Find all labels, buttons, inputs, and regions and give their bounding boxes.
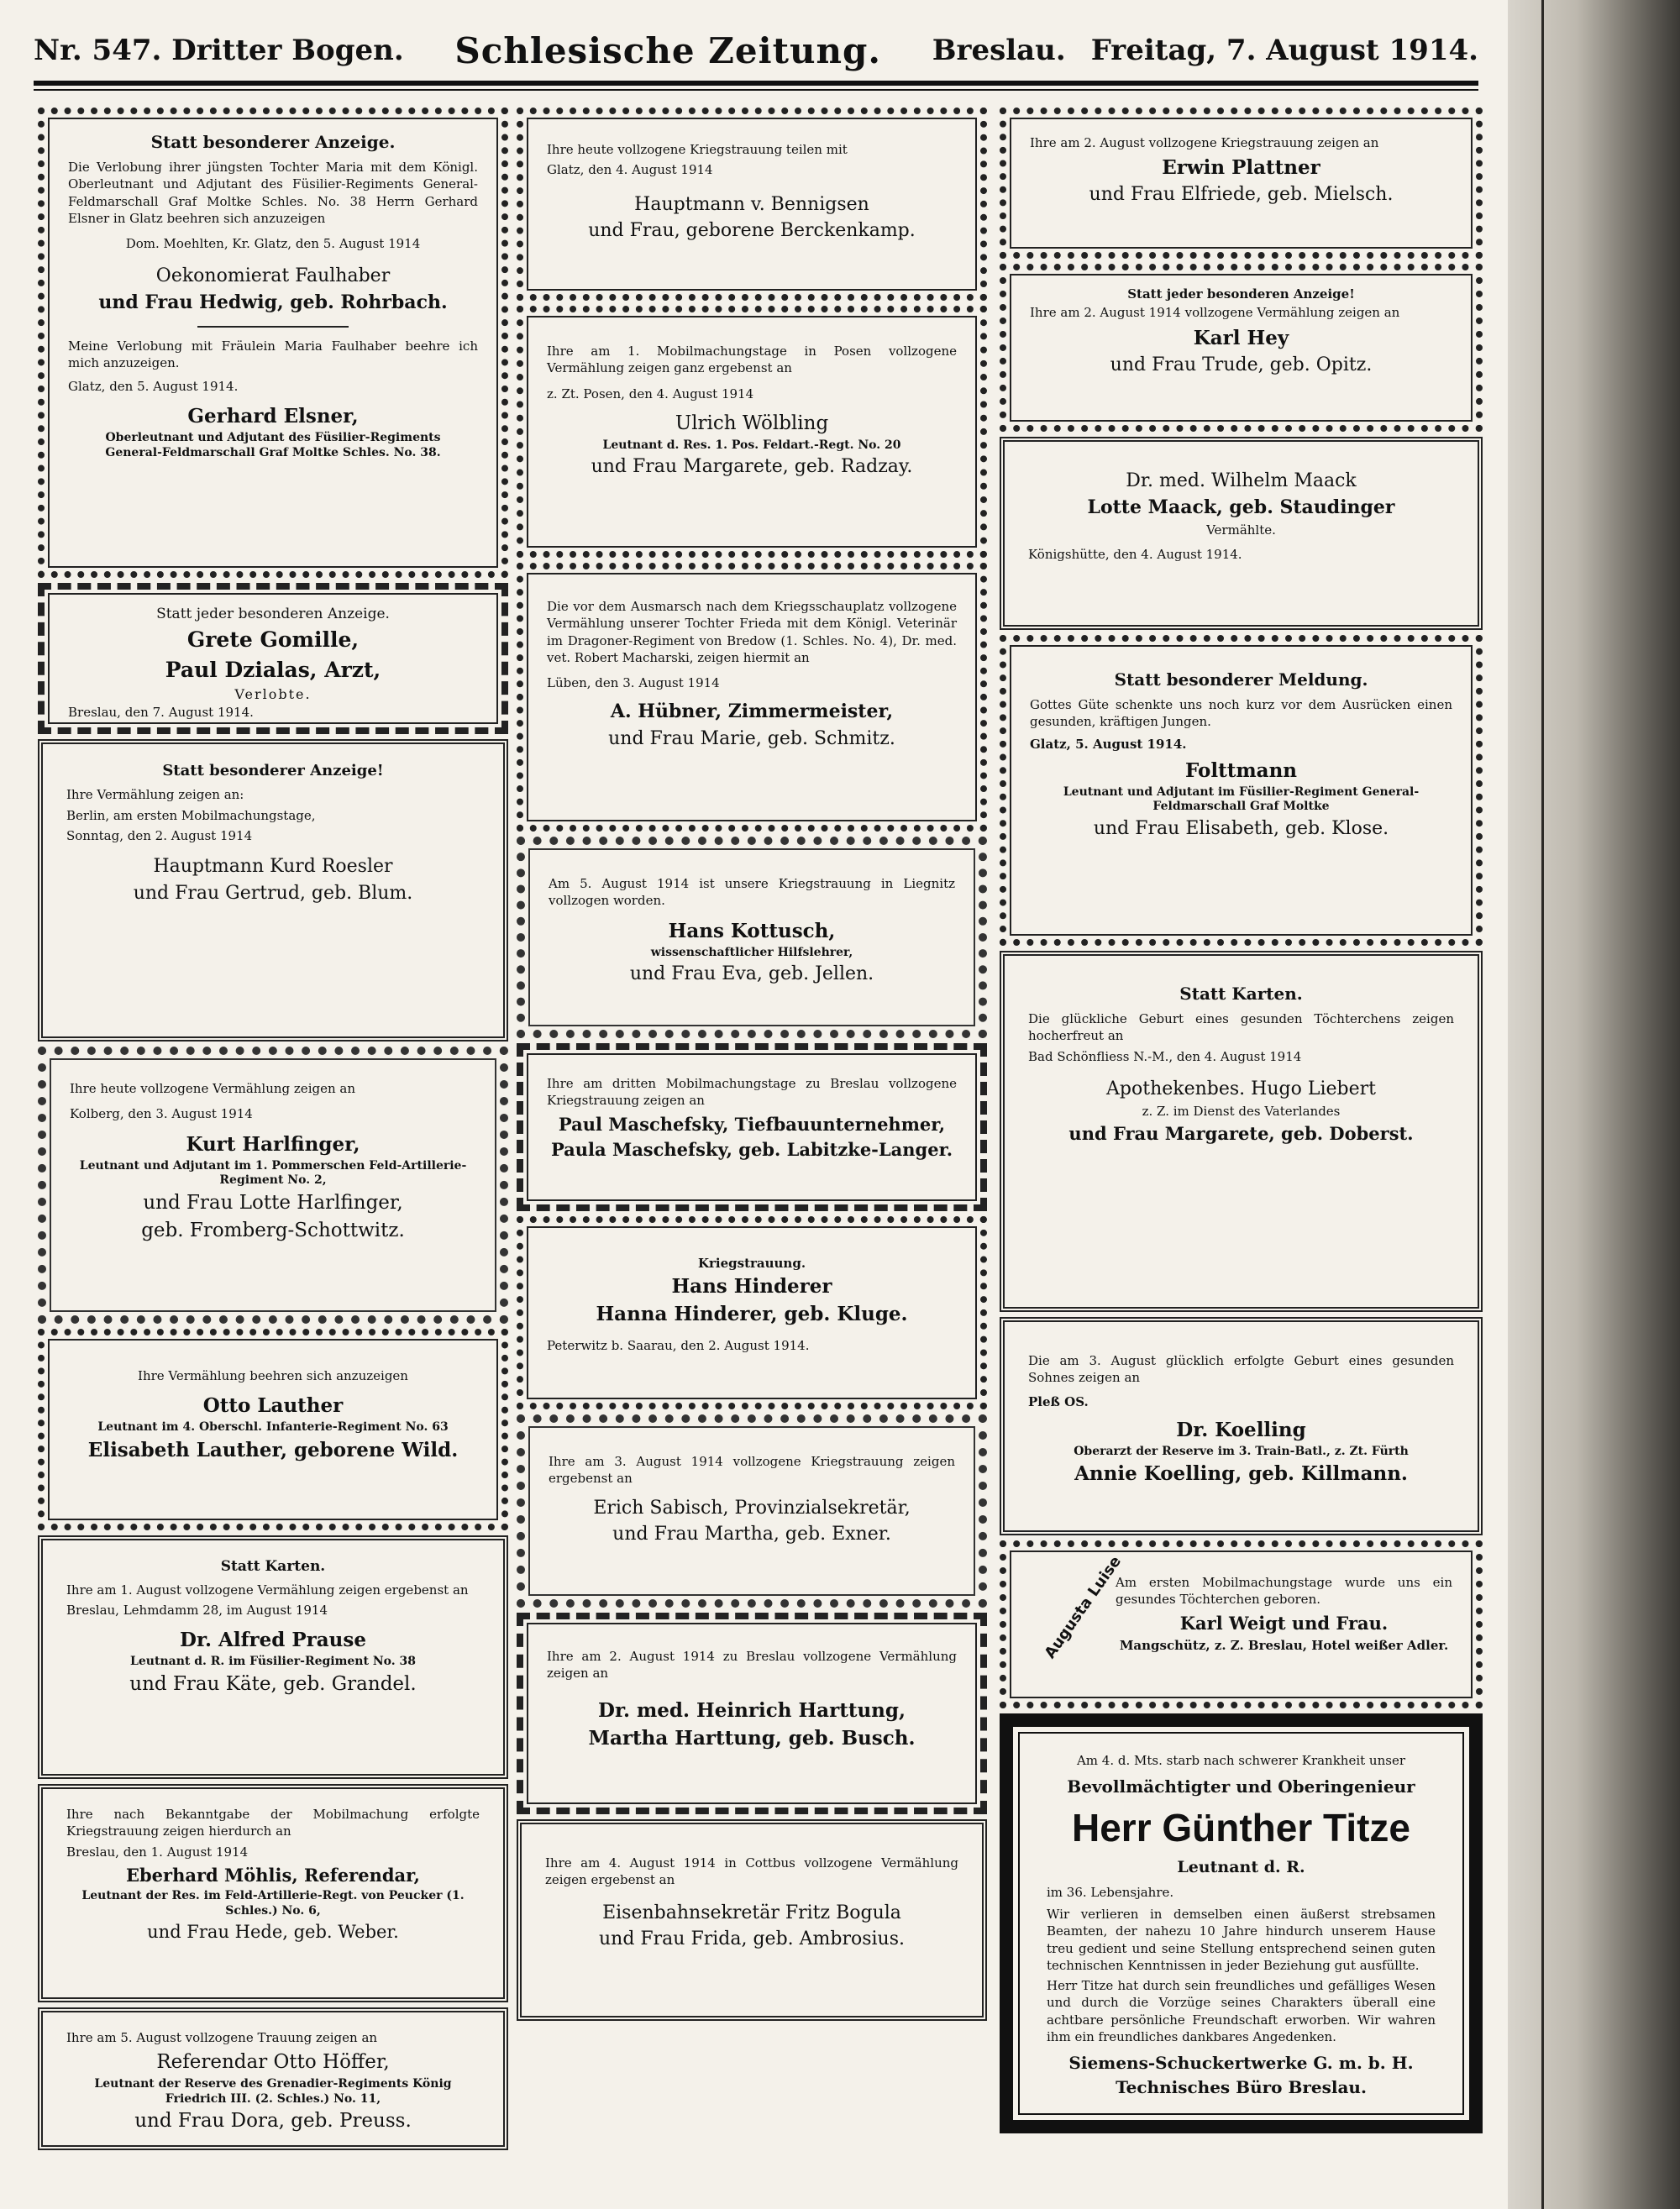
obit-signature: Technisches Büro Breslau. bbox=[1116, 2077, 1367, 2098]
obituary-titze bbox=[1000, 1713, 1483, 2133]
obit-intro: Am 4. d. Mts. starb nach schwerer Krankheit unser bbox=[1076, 1753, 1406, 1768]
ad-name: Hans Kottusch, bbox=[668, 919, 836, 942]
ad-name: Kurt Harlfinger, bbox=[186, 1132, 360, 1156]
ad-place: Breslau, Lehmdamm 28, im August 1914 bbox=[66, 1603, 328, 1619]
header-rule bbox=[34, 81, 1478, 86]
ad-subtitle: Oberleutnant und Adjutant des Füsilier-Regiments bbox=[105, 431, 441, 445]
announcement-bogula bbox=[517, 1819, 987, 2021]
ad-subtitle: Leutnant im 4. Oberschl. Infanterie-Regiment No. 63 bbox=[97, 1420, 449, 1435]
header-rule-thin bbox=[34, 89, 1478, 91]
ad-subtitle: Leutnant und Adjutant im 1. Pommerschen Feld-Artillerie-Regiment No. 2, bbox=[79, 1158, 467, 1188]
ad-text: Ihre Vermählung zeigen an: bbox=[66, 787, 244, 803]
obit-rank: Leutnant d. R. bbox=[1177, 1858, 1305, 1877]
ad-name: Paul Dzialas, Arzt, bbox=[165, 657, 381, 682]
ad-subtitle: Leutnant d. R. im Füsilier-Regiment No. 38 bbox=[130, 1655, 416, 1669]
ad-name: Hauptmann Kurd Roesler bbox=[153, 856, 393, 878]
ad-name: Dr. Alfred Prause bbox=[180, 1629, 366, 1652]
announcement-woelbling bbox=[517, 306, 987, 558]
ad-name: und Frau Käte, geb. Grandel. bbox=[129, 1672, 417, 1695]
ad-name: Referendar Otto Höffer, bbox=[156, 2051, 390, 2074]
announcement-hoeffer bbox=[38, 2007, 508, 2150]
ad-place: Breslau, den 1. August 1914 bbox=[66, 1844, 249, 1860]
divider bbox=[197, 326, 349, 328]
ad-text: Ihre am 1. August vollzogene Vermählung zeigen ergebenst an bbox=[66, 1582, 469, 1598]
ad-name: Erwin Plattner bbox=[1162, 156, 1320, 180]
ad-name: und Frau Elisabeth, geb. Klose. bbox=[1093, 817, 1389, 839]
ad-name: Apothekenbes. Hugo Liebert bbox=[1106, 1078, 1376, 1099]
ad-text: Ihre heute vollzogene Kriegstrauung teilen mit bbox=[547, 142, 848, 157]
ad-name: und Frau Dora, geb. Preuss. bbox=[134, 2110, 412, 2133]
ad-heading: Statt besonderer Meldung. bbox=[1114, 669, 1368, 690]
ad-place: Glatz, 5. August 1914. bbox=[1030, 736, 1187, 752]
announcement-maschefsky bbox=[517, 1043, 987, 1211]
ad-heading: Statt jeder besonderen Anzeige. bbox=[156, 606, 390, 622]
announcement-plattner bbox=[1000, 108, 1483, 259]
ad-name: Erich Sabisch, Provinzialsekretär, bbox=[593, 1497, 911, 1519]
ad-heading: Statt Karten. bbox=[1179, 984, 1303, 1004]
ad-text: Ihre Vermählung beehren sich anzuzeigen bbox=[138, 1368, 408, 1383]
ad-name: und Frau Elfriede, geb. Mielsch. bbox=[1089, 184, 1394, 206]
ad-name: und Frau Eva, geb. Jellen. bbox=[629, 963, 874, 985]
announcement-liebert bbox=[1000, 951, 1483, 1312]
ad-name: Oekonomierat Faulhaber bbox=[155, 265, 391, 287]
obit-age: im 36. Lebensjahre. bbox=[1047, 1884, 1174, 1900]
ad-place: Breslau, den 7. August 1914. bbox=[68, 705, 254, 721]
ad-name: Hauptmann v. Bennigsen bbox=[634, 193, 869, 215]
announcement-sabisch bbox=[517, 1414, 987, 1608]
ad-text: Ihre am 1. Mobilmachungstage in Posen vollzogene Vermählung zeigen ganz ergebenst an bbox=[547, 344, 957, 376]
ad-place: z. Zt. Posen, den 4. August 1914 bbox=[547, 386, 754, 401]
ad-name: und Frau Trude, geb. Opitz. bbox=[1110, 354, 1373, 375]
ad-text: Gottes Güte schenkte uns noch kurz vor dem Ausrücken einen gesunden, kräftigen Jungen. bbox=[1030, 697, 1452, 730]
announcement-faulhaber-elsner bbox=[38, 108, 508, 578]
masthead: Schlesische Zeitung. bbox=[454, 29, 882, 71]
ad-place: Königshütte, den 4. August 1914. bbox=[1028, 546, 1242, 562]
ad-subtitle: Leutnant der Reserve des Grenadier-Regiments König Friedrich III. (2. Schles.) No. 11, bbox=[94, 2077, 452, 2106]
ad-heading: Statt Karten. bbox=[220, 1558, 326, 1575]
issue-number: Nr. 547. Dritter Bogen. bbox=[34, 34, 404, 67]
ad-name: Gerhard Elsner, bbox=[187, 405, 359, 428]
announcement-moehlis bbox=[38, 1784, 508, 2002]
ad-heading: Statt besonderer Anzeige! bbox=[162, 762, 384, 779]
announcement-roesler bbox=[38, 739, 508, 1042]
ad-place: Glatz, den 4. August 1914 bbox=[547, 162, 713, 178]
announcement-hey bbox=[1000, 264, 1483, 432]
obit-body: Wir verlieren in demselben einen äußerst strebsamen Beamten, der nahezu 10 Jahre hindurch unserem Hause treu gedient und seine Stellung entsprechend seinen guten technischen Kenntnissen in jeder Beziehung gut ausfüllte. bbox=[1047, 1907, 1436, 1973]
ad-name: Eberhard Möhlis, Referendar, bbox=[125, 1864, 420, 1886]
ad-name: und Frau Hedwig, geb. Rohrbach. bbox=[98, 291, 448, 313]
ad-status: Vermählte. bbox=[1206, 522, 1276, 538]
ad-subtitle: Oberarzt der Reserve im 3. Train-Batl., z. Zt. Fürth bbox=[1074, 1444, 1409, 1458]
obit-name: Herr Günther Titze bbox=[1072, 1806, 1410, 1850]
header-date: Freitag, 7. August 1914. bbox=[1090, 34, 1478, 67]
ad-subtitle: wissenschaftlicher Hilfslehrer, bbox=[650, 945, 853, 959]
ad-name: Karl Weigt und Frau. bbox=[1179, 1612, 1389, 1634]
ad-name: Annie Koelling, geb. Killmann. bbox=[1074, 1462, 1408, 1486]
page-header bbox=[34, 25, 1478, 76]
obit-body: Herr Titze hat durch sein freundliches und gefälliges Wesen und durch die Vorzüge seines Charakters überall eine achtbare persönliche Freundschaft erworben. Wir wahren ihm ein freundliches dankbares Angedenken. bbox=[1047, 1978, 1436, 2044]
announcement-hinderer bbox=[517, 1216, 987, 1409]
obit-signature: Siemens-Schuckertwerke G. m. b. H. bbox=[1068, 2053, 1414, 2074]
ad-place: Lüben, den 3. August 1914 bbox=[547, 675, 720, 690]
ad-place: Glatz, den 5. August 1914. bbox=[68, 379, 239, 395]
header-dateline bbox=[932, 34, 1478, 67]
ad-name: Folttmann bbox=[1184, 758, 1298, 782]
ad-name: A. Hübner, Zimmermeister, bbox=[610, 700, 894, 723]
ad-text: Die glückliche Geburt eines gesunden Töchterchens zeigen hocherfreut an bbox=[1028, 1011, 1454, 1044]
ad-name: Dr. med. Wilhelm Maack bbox=[1126, 470, 1357, 491]
ad-text: Ihre am dritten Mobilmachungstage zu Breslau vollzogene Kriegstrauung zeigen an bbox=[547, 1076, 957, 1109]
announcement-koelling bbox=[1000, 1317, 1483, 1535]
announcement-huebner bbox=[517, 563, 987, 832]
obit-title: Bevollmächtigter und Oberingenieur bbox=[1067, 1776, 1415, 1797]
ad-heading: Statt jeder besonderen Anzeige! bbox=[1127, 286, 1355, 302]
ad-text: Meine Verlobung mit Fräulein Maria Faulhaber beehre ich mich anzuzeigen. bbox=[68, 338, 478, 370]
announcement-prause bbox=[38, 1535, 508, 1779]
announcement-harlfinger bbox=[38, 1047, 508, 1324]
header-place: Breslau. bbox=[932, 34, 1066, 67]
ad-subtitle: Leutnant und Adjutant im Füsilier-Regiment General-Feldmarschall Graf Moltke bbox=[1063, 784, 1420, 814]
ad-place: Peterwitz b. Saarau, den 2. August 1914. bbox=[547, 1338, 810, 1354]
ad-text: Ihre am 2. August vollzogene Kriegstrauung zeigen an bbox=[1030, 135, 1379, 150]
ad-text: Ihre nach Bekanntgabe der Mobilmachung erfolgte Kriegstrauung zeigen hierdurch an bbox=[66, 1807, 480, 1839]
ad-text: Am ersten Mobilmachungstage wurde uns ein gesundes Töchterchen geboren. bbox=[1116, 1575, 1452, 1608]
ad-name: geb. Fromberg-Schottwitz. bbox=[141, 1219, 405, 1241]
announcement-bennigsen bbox=[517, 108, 987, 301]
announcement-lauther bbox=[38, 1329, 508, 1530]
ad-name: und Frau Margarete, geb. Radzay. bbox=[591, 456, 913, 478]
ad-text: Die Verlobung ihrer jüngsten Tochter Maria mit dem Königl. Oberleutnant und Adjutant des Füsilier-Regiments General-Feldmarschall Graf Moltke Schles. No. 38 Herrn Gerhard Elsner in Glatz beehren sich anzuzeigen bbox=[68, 160, 478, 226]
ad-name: Dr. Koelling bbox=[1176, 1418, 1306, 1441]
ad-subtitle: Leutnant der Res. im Feld-Artillerie-Regt. von Peucker (1. Schles.) No. 6, bbox=[81, 1889, 465, 1918]
ad-name: Dr. med. Heinrich Harttung, bbox=[598, 1698, 906, 1722]
ad-name: Hans Hinderer bbox=[671, 1275, 832, 1299]
ad-text: Berlin, am ersten Mobilmachungstage, bbox=[66, 807, 316, 823]
ad-text: Ihre am 4. August 1914 in Cottbus vollzogene Vermählung zeigen ergebenst an bbox=[545, 1855, 958, 1888]
announcement-folttmann bbox=[1000, 635, 1483, 946]
ad-text: Ihre am 2. August 1914 zu Breslau vollzogene Vermählung zeigen an bbox=[547, 1649, 957, 1682]
ad-text: Ihre heute vollzogene Vermählung zeigen an bbox=[70, 1081, 355, 1096]
ad-name: Lotte Maack, geb. Staudinger bbox=[1087, 496, 1395, 518]
ad-name: und Frau Hede, geb. Weber. bbox=[147, 1922, 399, 1943]
ad-heading: Statt besonderer Anzeige. bbox=[150, 132, 396, 152]
ad-subtitle: z. Z. im Dienst des Vaterlandes bbox=[1142, 1104, 1341, 1120]
announcement-maack bbox=[1000, 437, 1483, 630]
ad-text: Ihre am 3. August 1914 vollzogene Kriegstrauung zeigen ergebenst an bbox=[549, 1454, 955, 1487]
ad-name: Karl Hey bbox=[1193, 326, 1289, 349]
ad-name: Hanna Hinderer, geb. Kluge. bbox=[596, 1303, 908, 1326]
ad-text: Am 5. August 1914 ist unsere Kriegstrauung in Liegnitz vollzogen worden. bbox=[549, 876, 955, 909]
ad-name: und Frau Martha, geb. Exner. bbox=[612, 1524, 891, 1545]
ad-name: Paul Maschefsky, Tiefbauunternehmer, bbox=[558, 1113, 946, 1135]
ad-text: Die vor dem Ausmarsch nach dem Kriegsschauplatz vollzogene Vermählung unserer Tochter Frieda mit dem Königl. Veterinär im Dragoner-Regiment von Bredow (1. Schles. No. 4), Dr. med. vet. Robert Macharski, zeigen hiermit an bbox=[547, 599, 957, 665]
book-binding-edge bbox=[1508, 0, 1680, 2209]
ad-name: Grete Gomille, bbox=[186, 627, 360, 652]
ad-text: Ihre am 2. August 1914 vollzogene Vermählung zeigen an bbox=[1030, 305, 1400, 321]
ad-name: Paula Maschefsky, geb. Labitzke-Langer. bbox=[550, 1138, 953, 1160]
announcement-gomille-dzialas bbox=[38, 583, 508, 734]
ad-place: Mangschütz, z. Z. Breslau, Hotel weißer Adler. bbox=[1119, 1637, 1449, 1653]
ad-place: Bad Schönfliess N.-M., den 4. August 1914 bbox=[1028, 1048, 1302, 1064]
ad-name: Martha Harttung, geb. Busch. bbox=[588, 1726, 916, 1750]
ad-name: und Frau, geborene Berckenkamp. bbox=[588, 220, 916, 242]
announcement-harttung bbox=[517, 1613, 987, 1814]
ad-name: und Frau Marie, geb. Schmitz. bbox=[608, 727, 895, 749]
ad-name: und Frau Gertrud, geb. Blum. bbox=[133, 882, 413, 904]
ad-name: Eisenbahnsekretär Fritz Bogula bbox=[602, 1902, 901, 1923]
ad-text: Ihre am 5. August vollzogene Trauung zeigen an bbox=[66, 2030, 378, 2045]
announcement-kottusch bbox=[517, 837, 987, 1038]
ad-place: Pleß OS. bbox=[1028, 1393, 1089, 1409]
ad-text: Die am 3. August glücklich erfolgte Geburt eines gesunden Sohnes zeigen an bbox=[1028, 1353, 1454, 1386]
ad-subtitle: Leutnant d. Res. 1. Pos. Feldart.-Regt. No. 20 bbox=[602, 438, 901, 452]
ad-heading: Kriegstrauung. bbox=[697, 1256, 806, 1271]
ad-status: Verlobte. bbox=[234, 686, 312, 703]
ad-text: Sonntag, den 2. August 1914 bbox=[66, 827, 253, 843]
ad-subtitle: General-Feldmarschall Graf Moltke Schles. No. 38. bbox=[105, 445, 441, 459]
ad-place: Dom. Moehlten, Kr. Glatz, den 5. August 1914 bbox=[125, 236, 421, 251]
ad-name: und Frau Frida, geb. Ambrosius. bbox=[598, 1928, 906, 1950]
ad-place: Kolberg, den 3. August 1914 bbox=[70, 1106, 253, 1122]
announcement-weigt bbox=[1000, 1540, 1483, 1708]
ad-name: Otto Lauther bbox=[202, 1394, 344, 1418]
stamp-augusta-luise: Augusta Luise bbox=[1041, 1552, 1126, 1662]
ad-name: Ulrich Wölbling bbox=[675, 412, 829, 434]
ad-name: Elisabeth Lauther, geborene Wild. bbox=[87, 1438, 459, 1461]
ad-name: und Frau Margarete, geb. Doberst. bbox=[1068, 1122, 1414, 1144]
ad-name: und Frau Lotte Harlfinger, bbox=[143, 1191, 403, 1214]
